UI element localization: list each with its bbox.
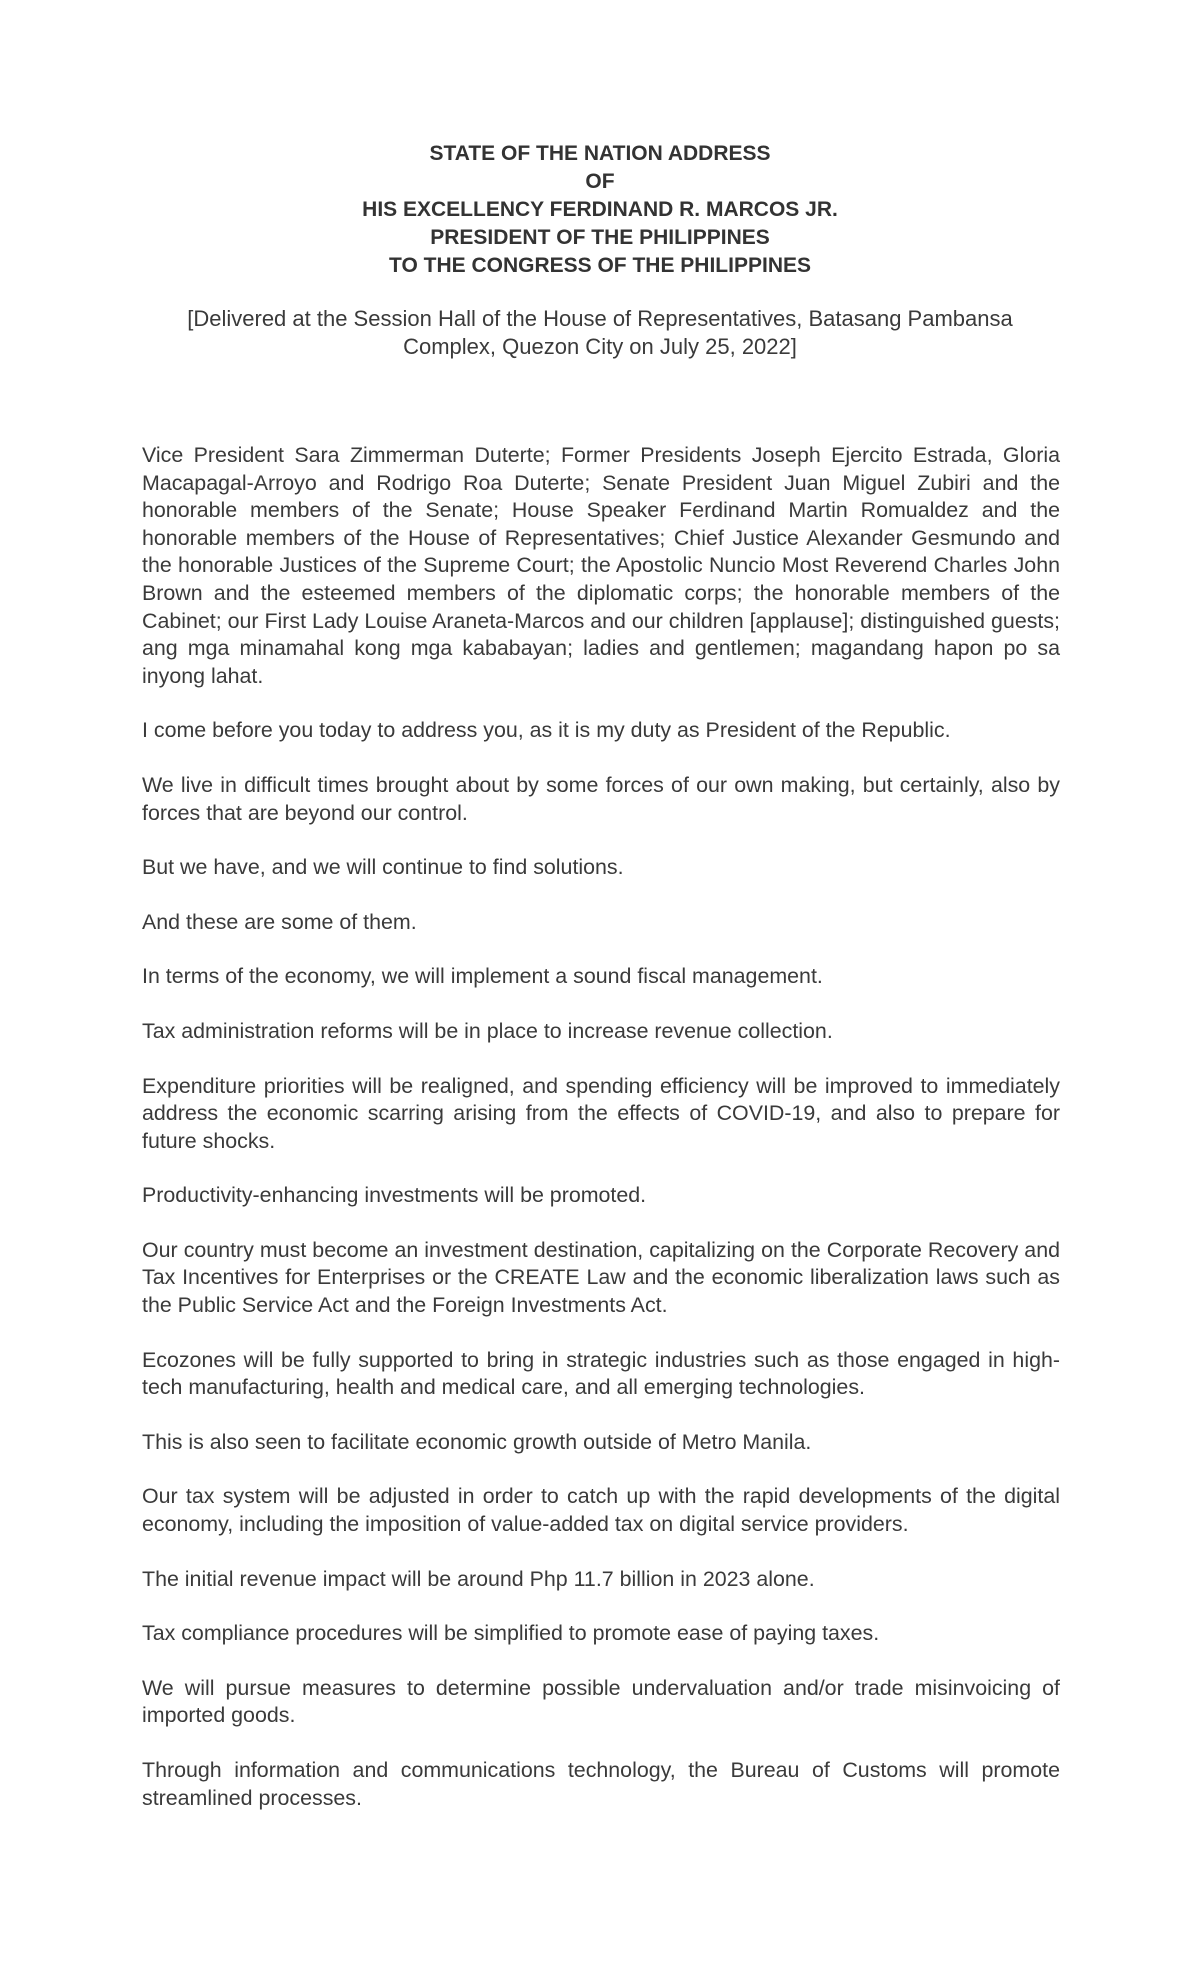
paragraph-salutation: Vice President Sara Zimmerman Duterte; Former Presidents Joseph Ejercito Estrada, Gloria Macapagal-Arroyo and Rodrigo Roa Duterte; Senate President Juan Miguel Zubiri and the honorable members of the Senate; House Speaker Ferdinand Martin Romualdez and the honorable members of the House of Representatives; Chief Justice Alexander Gesmundo and the honorable Justices of the Supreme Court; the Apostolic Nuncio Most Reverend Charles John Brown and the esteemed members of the diplomatic corps; the honorable members of the Cabinet; our First Lady Louise Araneta-Marcos and our children [applause]; distinguished guests; ang mga minamahal kong mga kababayan; ladies and gentlemen; magandang hapon po sa inyong lahat. bbox=[142, 443, 1060, 688]
paragraph: Expenditure priorities will be realigned, and spending efficiency will be improved to immediately address the economic scarring arising from the effects of COVID-19, and also to prepare for future shocks. bbox=[142, 1073, 1060, 1153]
paragraph: The initial revenue impact will be around Php 11.7 billion in 2023 alone. bbox=[142, 1566, 815, 1591]
heading-line: TO THE CONGRESS OF THE PHILIPPINES bbox=[389, 254, 811, 277]
paragraph: We will pursue measures to determine possible undervaluation and/or trade misinvoicing of imported goods. bbox=[142, 1675, 1060, 1728]
paragraph: And these are some of them. bbox=[142, 909, 417, 934]
paragraph: I come before you today to address you, as it is my duty as President of the Republic. bbox=[142, 718, 951, 743]
paragraph: But we have, and we will continue to find solutions. bbox=[142, 855, 624, 880]
paragraph: Ecozones will be fully supported to bring in strategic industries such as those engaged in high-tech manufacturing, health and medical care, and all emerging technologies. bbox=[142, 1347, 1060, 1400]
paragraph: This is also seen to facilitate economic growth outside of Metro Manila. bbox=[142, 1429, 812, 1454]
paragraph: We live in difficult times brought about by some forces of our own making, but certainly, also by forces that are beyond our control. bbox=[142, 772, 1060, 825]
heading-line: OF bbox=[585, 170, 615, 193]
paragraph: Tax compliance procedures will be simplified to promote ease of paying taxes. bbox=[142, 1621, 880, 1646]
paragraph: In terms of the economy, we will implement a sound fiscal management. bbox=[142, 964, 823, 989]
heading-line: PRESIDENT OF THE PHILIPPINES bbox=[430, 226, 770, 249]
address-heading bbox=[0, 140, 1200, 280]
delivery-note: [Delivered at the Session Hall of the House of Representatives, Batasang Pambansa Complex, Quezon City on July 25, 2022] bbox=[187, 306, 1013, 359]
speech-body bbox=[142, 442, 1060, 1839]
paragraph: Our country must become an investment destination, capitalizing on the Corporate Recovery and Tax Incentives for Enterprises or the CREATE Law and the economic liberalization laws such as the Public Service Act and the Foreign Investments Act. bbox=[142, 1237, 1060, 1318]
heading-line: HIS EXCELLENCY FERDINAND R. MARCOS JR. bbox=[362, 198, 838, 221]
paragraph: Tax administration reforms will be in place to increase revenue collection. bbox=[142, 1018, 833, 1043]
paragraph: Our tax system will be adjusted in order to catch up with the rapid developments of the digital economy, including the imposition of value-added tax on digital service providers. bbox=[142, 1484, 1060, 1537]
paragraph: Through information and communications technology, the Bureau of Customs will promote streamlined processes. bbox=[142, 1758, 1060, 1810]
paragraph: Productivity-enhancing investments will be promoted. bbox=[142, 1183, 647, 1208]
heading-line: STATE OF THE NATION ADDRESS bbox=[429, 142, 771, 165]
